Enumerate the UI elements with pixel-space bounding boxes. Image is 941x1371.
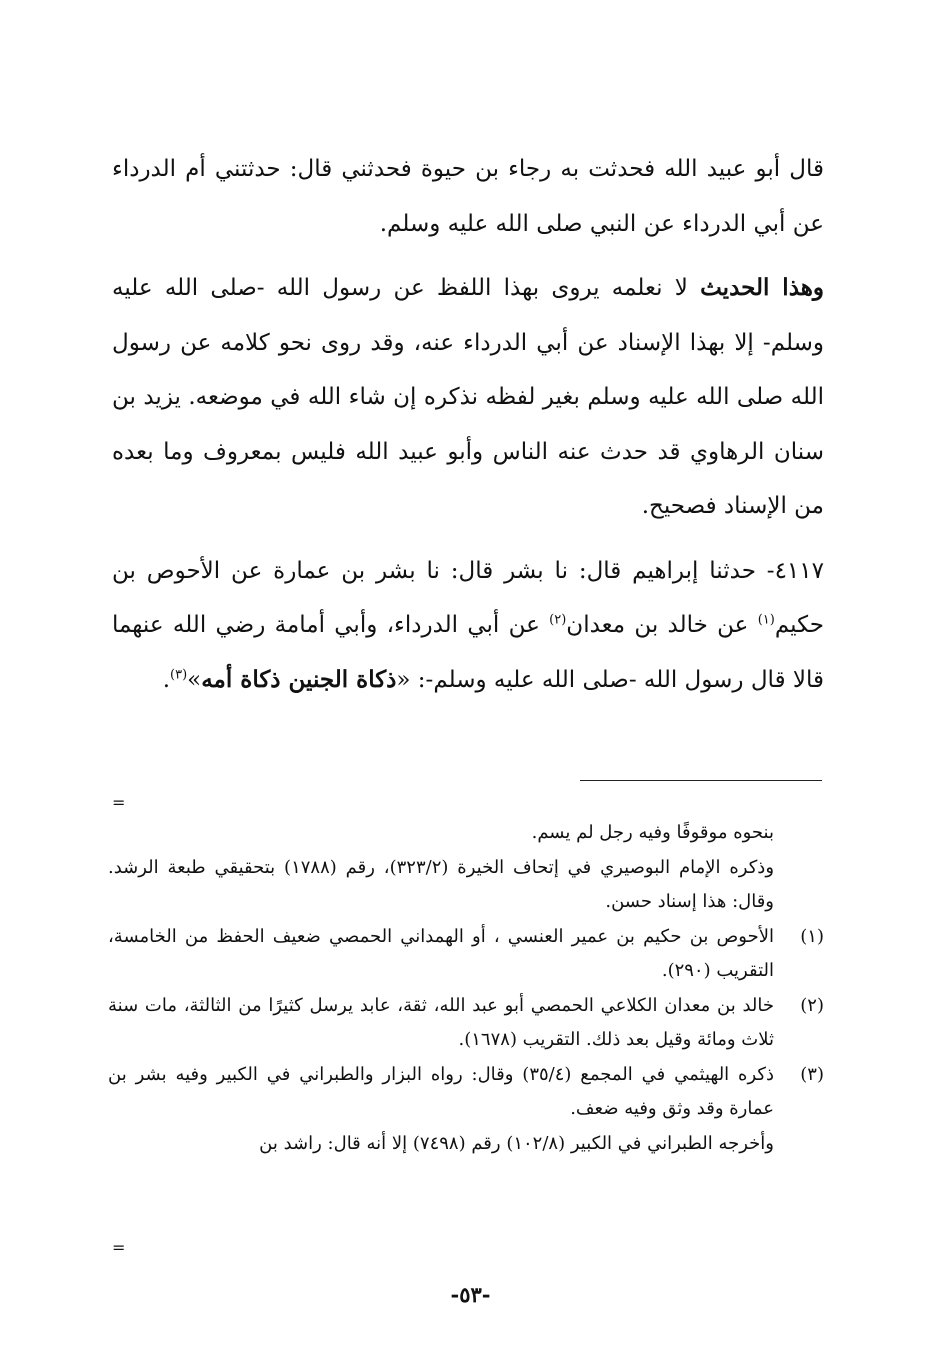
main-text [112, 142, 824, 717]
footnote-text: وأخرجه الطبراني في الكبير (١٠٢/٨) رقم (٧٤٩٨) إلا أنه قال: راشد بن [259, 1132, 774, 1154]
footnote-ref-2[interactable]: (٢) [549, 612, 567, 628]
footnote-3 [108, 1058, 824, 1127]
footnote-text: الأحوص بن حكيم بن عمير العنسي ، أو الهمداني الحمصي ضعيف الحفظ من الخامسة، التقريب (٢٩٠). [108, 925, 774, 981]
footnote-1 [108, 920, 824, 989]
footnote-2 [108, 989, 824, 1058]
footnote-divider [580, 780, 822, 781]
footnote-number: (١) [800, 925, 824, 947]
bold-lead: وهذا الحديث [700, 274, 825, 301]
footnote-continuation-line [108, 851, 824, 920]
paragraph-chain [112, 142, 824, 251]
hadith-chain-2: عن خالد بن معدان [566, 612, 758, 638]
hadith-text-bold: ذكاة الجنين ذكاة أمه [201, 665, 397, 693]
footnote-continuation-line [108, 1127, 824, 1162]
footnotes [108, 816, 824, 1161]
hadith-close-quote: » [187, 666, 202, 693]
footnote-text: وذكره الإمام البوصيري في إتحاف الخيرة (٣٢٣/٢)، رقم (١٧٨٨) بتحقيقي طبعة الرشد. وقال: هذا إسناد حسن. [108, 856, 775, 912]
paragraph-commentary [112, 261, 824, 534]
footnote-continuation-line [108, 816, 824, 851]
page-number: -٥٣- [450, 1282, 491, 1307]
hadith-paragraph [112, 544, 824, 708]
footnote-text: بنحوه موقوفًا وفيه رجل لم يسم. [531, 822, 774, 843]
continuation-mark-bottom: = [112, 1238, 126, 1257]
footnote-ref-1[interactable]: (١) [757, 612, 775, 628]
hadith-chain-1: ٤١١٧- حدثنا إبراهيم قال: نا بشر قال: نا بشر بن عمارة عن الأحوص بن حكيم [112, 557, 824, 638]
continuation-mark-top: = [112, 793, 126, 812]
hadith-end: . [162, 666, 170, 693]
footnote-number: (٢) [800, 994, 824, 1016]
footnote-text: ذكره الهيثمي في المجمع (٣٥/٤) وقال: رواه البزار والطبراني في الكبير وفيه بشر بن عمارة وقد وثق وفيه ضعف. [108, 1063, 774, 1119]
paragraph-chain-text: قال أبو عبيد الله فحدثت به رجاء بن حيوة فحدثني قال: حدثتني أم الدرداء عن أبي الدرداء عن النبي صلى الله عليه وسلم. [112, 156, 824, 237]
footnote-text: خالد بن معدان الكلاعي الحمصي أبو عبد الله، ثقة، عابد يرسل كثيرًا من الثالثة، مات سنة ثلاث ومائة وقيل بعد ذلك. التقريب (١٦٧٨). [108, 994, 774, 1050]
footnote-ref-3[interactable]: (٣) [170, 666, 188, 682]
footnote-number: (٣) [800, 1063, 824, 1085]
commentary-text: لا نعلمه يروى بهذا اللفظ عن رسول الله -صلى الله عليه وسلم- إلا بهذا الإسناد عن أبي الدرداء عنه، وقد روى نحو كلامه عن رسول الله صلى الله عليه وسلم بغير لفظه نذكره إن شاء الله في موضعه. يزيد بن سنان الرهاوي قد حدث عنه الناس وأبو عبيد الله فليس بمعروف وما بعده من الإسناد فصحيح. [112, 275, 824, 519]
hadith-chain-3: عن أبي الدرداء، وأبي أمامة رضي الله عنهما قالا قال رسول الله -صلى الله عليه وسلم-: « [112, 612, 824, 693]
